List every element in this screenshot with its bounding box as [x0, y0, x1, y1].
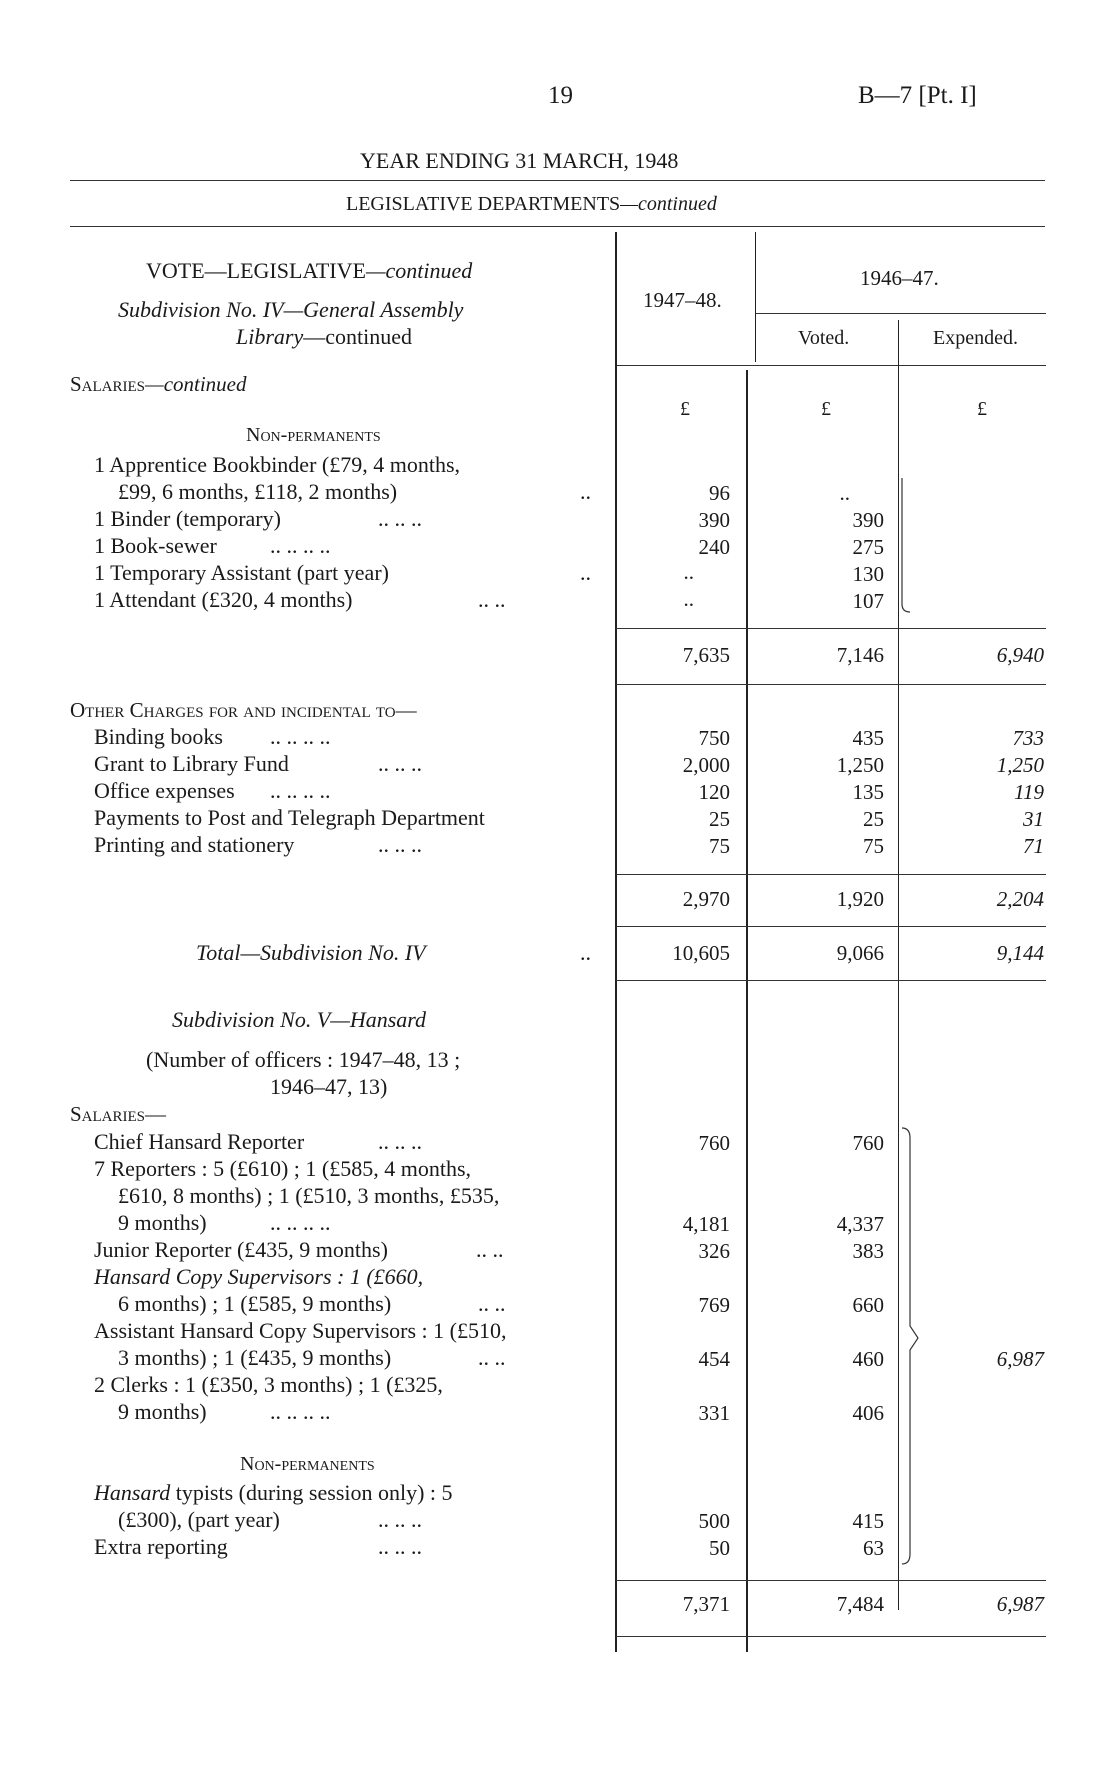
line-item-label: 6 months) ; 1 (£585, 9 months) [118, 1291, 392, 1316]
line-item-label: 1 Apprentice Bookbinder (£79, 4 months, [94, 452, 461, 477]
value-1947: 96 [709, 481, 730, 505]
value-voted: 383 [852, 1239, 884, 1263]
line-item-label: 7 Reporters : 5 (£610) ; 1 (£585, 4 months, [94, 1156, 472, 1181]
subdivision-iv-library: Library [236, 324, 304, 349]
column-rule [615, 232, 617, 1652]
value-voted: .. [839, 481, 850, 505]
total-voted: 9,066 [836, 941, 884, 965]
salaries-continued-label [70, 372, 247, 397]
value-1947: 390 [698, 508, 730, 532]
value-1947: 120 [698, 780, 730, 804]
brace [900, 1126, 924, 1566]
section-name: LEGISLATIVE DEPARTMENTS [346, 193, 621, 215]
value-voted: 1,250 [836, 753, 884, 777]
rule [616, 980, 1046, 981]
value-voted: 275 [852, 535, 884, 559]
salaries-heading: Salaries— [70, 1102, 167, 1126]
line-item-label: (£300), (part year) [118, 1507, 280, 1532]
line-item-label: Hansard Copy Supervisors : 1 (£660, [94, 1264, 424, 1289]
total-expended: 9,144 [996, 941, 1044, 965]
leader-dots: .. [580, 479, 591, 504]
value-1947: .. [683, 560, 694, 584]
subtotal-voted: 1,920 [836, 887, 884, 911]
column-rule [746, 370, 748, 1652]
line-item-label: Grant to Library Fund [94, 751, 289, 776]
rule [70, 180, 1045, 181]
value-voted: 4,337 [836, 1212, 884, 1236]
salaries-label: Salaries [70, 372, 146, 396]
leader-dots: .. .. [478, 587, 506, 612]
rule [616, 874, 1046, 875]
rule [616, 628, 1046, 629]
rule [756, 313, 1046, 314]
line-item-label [94, 1480, 453, 1506]
value-expended: 1,250 [996, 753, 1044, 777]
column-rule [898, 320, 899, 1610]
value-expended: 31 [1023, 807, 1044, 831]
rule [616, 926, 1046, 927]
line-item-label: 1 Binder (temporary) [94, 506, 281, 531]
value-1947: 326 [698, 1239, 730, 1263]
value-voted: 75 [863, 834, 884, 858]
value-voted: 460 [852, 1347, 884, 1371]
line-item-label: 3 months) ; 1 (£435, 9 months) [118, 1345, 392, 1370]
subtotal-1947: 2,970 [682, 887, 730, 911]
col-header-1946: 1946–47. [860, 266, 939, 290]
vote-title [146, 258, 472, 284]
leader-dots: .. [580, 940, 591, 965]
leader-dots: .. .. [478, 1345, 506, 1370]
col-header-voted: Voted. [798, 327, 850, 349]
value-voted: 415 [852, 1509, 884, 1533]
rule [616, 1580, 1046, 1581]
value-voted: 406 [852, 1401, 884, 1425]
currency-expended: £ [977, 398, 987, 420]
leader-dots: .. .. .. .. [270, 724, 331, 749]
value-1947: 4,181 [682, 1212, 730, 1236]
value-voted: 435 [852, 726, 884, 750]
line-item-label: £99, 6 months, £118, 2 months) [118, 479, 398, 504]
value-1947: 2,000 [682, 753, 730, 777]
subdivision-v-title: Subdivision No. V—Hansard [172, 1007, 427, 1032]
value-voted: 760 [852, 1131, 884, 1155]
section-suffix: —continued [620, 193, 717, 215]
leader-dots: .. .. .. [378, 1129, 422, 1154]
line-item-label: Chief Hansard Reporter [94, 1129, 305, 1154]
value-1947: 760 [698, 1131, 730, 1155]
section-title [346, 193, 717, 216]
line-item-label: 1 Attendant (£320, 4 months) [94, 587, 353, 612]
leader-dots: .. .. .. .. [270, 778, 331, 803]
total-expended: 6,987 [996, 1592, 1044, 1616]
leader-dots: .. .. .. [378, 832, 422, 857]
currency-voted: £ [821, 398, 831, 420]
officers-count-line2: 1946–47, 13) [270, 1074, 388, 1099]
salaries-suffix: —continued [145, 372, 247, 396]
line-item-label: Extra reporting [94, 1534, 228, 1559]
value-1947: 454 [698, 1347, 730, 1371]
value-expended: 119 [1014, 780, 1044, 804]
hansard-word: Hansard [94, 1480, 171, 1505]
value-1947: 331 [698, 1401, 730, 1425]
value-voted: 107 [852, 589, 884, 613]
line-item-label: 1 Book-sewer [94, 533, 217, 558]
rule [616, 1636, 1046, 1637]
col-header-1947: 1947–48. [643, 288, 722, 312]
value-voted: 25 [863, 807, 884, 831]
subdivision-iv-suffix: —continued [303, 324, 413, 349]
leader-dots: .. [580, 560, 591, 585]
leader-dots: .. .. .. .. [270, 1399, 331, 1424]
bracket [900, 478, 916, 614]
value-1947: 750 [698, 726, 730, 750]
subdivision-iv-total-label: Total—Subdivision No. IV [196, 940, 426, 965]
currency-1947: £ [680, 398, 690, 420]
line-item-label: Office expenses [94, 778, 235, 803]
nonperm-heading: Non-permanents [240, 1453, 375, 1475]
line-item-label: Assistant Hansard Copy Supervisors : 1 (£510, [94, 1318, 507, 1343]
leader-dots: .. .. .. .. [270, 1210, 331, 1235]
subtotal-1947: 7,635 [682, 643, 730, 667]
value-voted: 130 [852, 562, 884, 586]
other-charges-heading: Other Charges for and incidental to— [70, 698, 417, 722]
leader-dots: .. .. .. [378, 751, 422, 776]
page-title: YEAR ENDING 31 MARCH, 1948 [360, 148, 679, 173]
leader-dots: .. .. [478, 1291, 506, 1316]
subdivision-iv-title: Subdivision No. IV—General Assembly [118, 297, 464, 322]
value-1947: 240 [698, 535, 730, 559]
line-item-label: 9 months) [118, 1210, 207, 1235]
leader-dots: .. .. [476, 1237, 504, 1262]
subtotal-voted: 7,146 [836, 643, 884, 667]
leader-dots: .. .. .. [378, 1534, 422, 1559]
leader-dots: .. .. .. [378, 506, 422, 531]
nonperm-heading: Non-permanents [246, 424, 381, 446]
value-1947: 75 [709, 834, 730, 858]
value-1947: 769 [698, 1293, 730, 1317]
total-voted: 7,484 [836, 1592, 884, 1616]
line-item-label: Payments to Post and Telegraph Department [94, 805, 485, 830]
value-voted: 63 [863, 1536, 884, 1560]
line-item-label: Junior Reporter (£435, 9 months) [94, 1237, 388, 1262]
subtotal-expended: 6,940 [996, 643, 1044, 667]
value-voted: 390 [852, 508, 884, 532]
line-item-label: Printing and stationery [94, 832, 295, 857]
officers-count-line1: (Number of officers : 1947–48, 13 ; [146, 1047, 461, 1072]
page-number: 19 [548, 82, 573, 109]
value-voted: 135 [852, 780, 884, 804]
subdivision-iv-title-line2 [236, 324, 412, 350]
col-header-expended: Expended. [933, 327, 1018, 349]
value-expended: 71 [1023, 834, 1044, 858]
line-item-label: £610, 8 months) ; 1 (£510, 3 months, £535, [118, 1183, 500, 1208]
leader-dots: .. .. .. [378, 1507, 422, 1532]
total-1947: 10,605 [672, 941, 730, 965]
vote-name: VOTE—LEGISLATIVE [146, 258, 366, 283]
bracket-expended-value: 6,987 [996, 1347, 1044, 1371]
line-item-label: 1 Temporary Assistant (part year) [94, 560, 389, 585]
rule [616, 684, 1046, 685]
document-reference: B—7 [Pt. I] [858, 82, 977, 109]
value-1947: 500 [698, 1509, 730, 1533]
typists-text: typists (during session only) : 5 [170, 1480, 453, 1505]
value-1947: 25 [709, 807, 730, 831]
subtotal-expended: 2,204 [996, 887, 1044, 911]
line-item-label: 2 Clerks : 1 (£350, 3 months) ; 1 (£325, [94, 1372, 443, 1397]
value-1947: 50 [709, 1536, 730, 1560]
rule [616, 365, 1046, 366]
vote-suffix: —continued [365, 258, 473, 283]
line-item-label: 9 months) [118, 1399, 207, 1424]
leader-dots: .. .. .. .. [270, 533, 331, 558]
rule [70, 226, 1045, 227]
value-expended: 733 [1012, 726, 1044, 750]
value-1947: .. [683, 587, 694, 611]
line-item-label: Binding books [94, 724, 223, 749]
column-rule [755, 232, 756, 362]
value-voted: 660 [852, 1293, 884, 1317]
total-1947: 7,371 [682, 1592, 730, 1616]
